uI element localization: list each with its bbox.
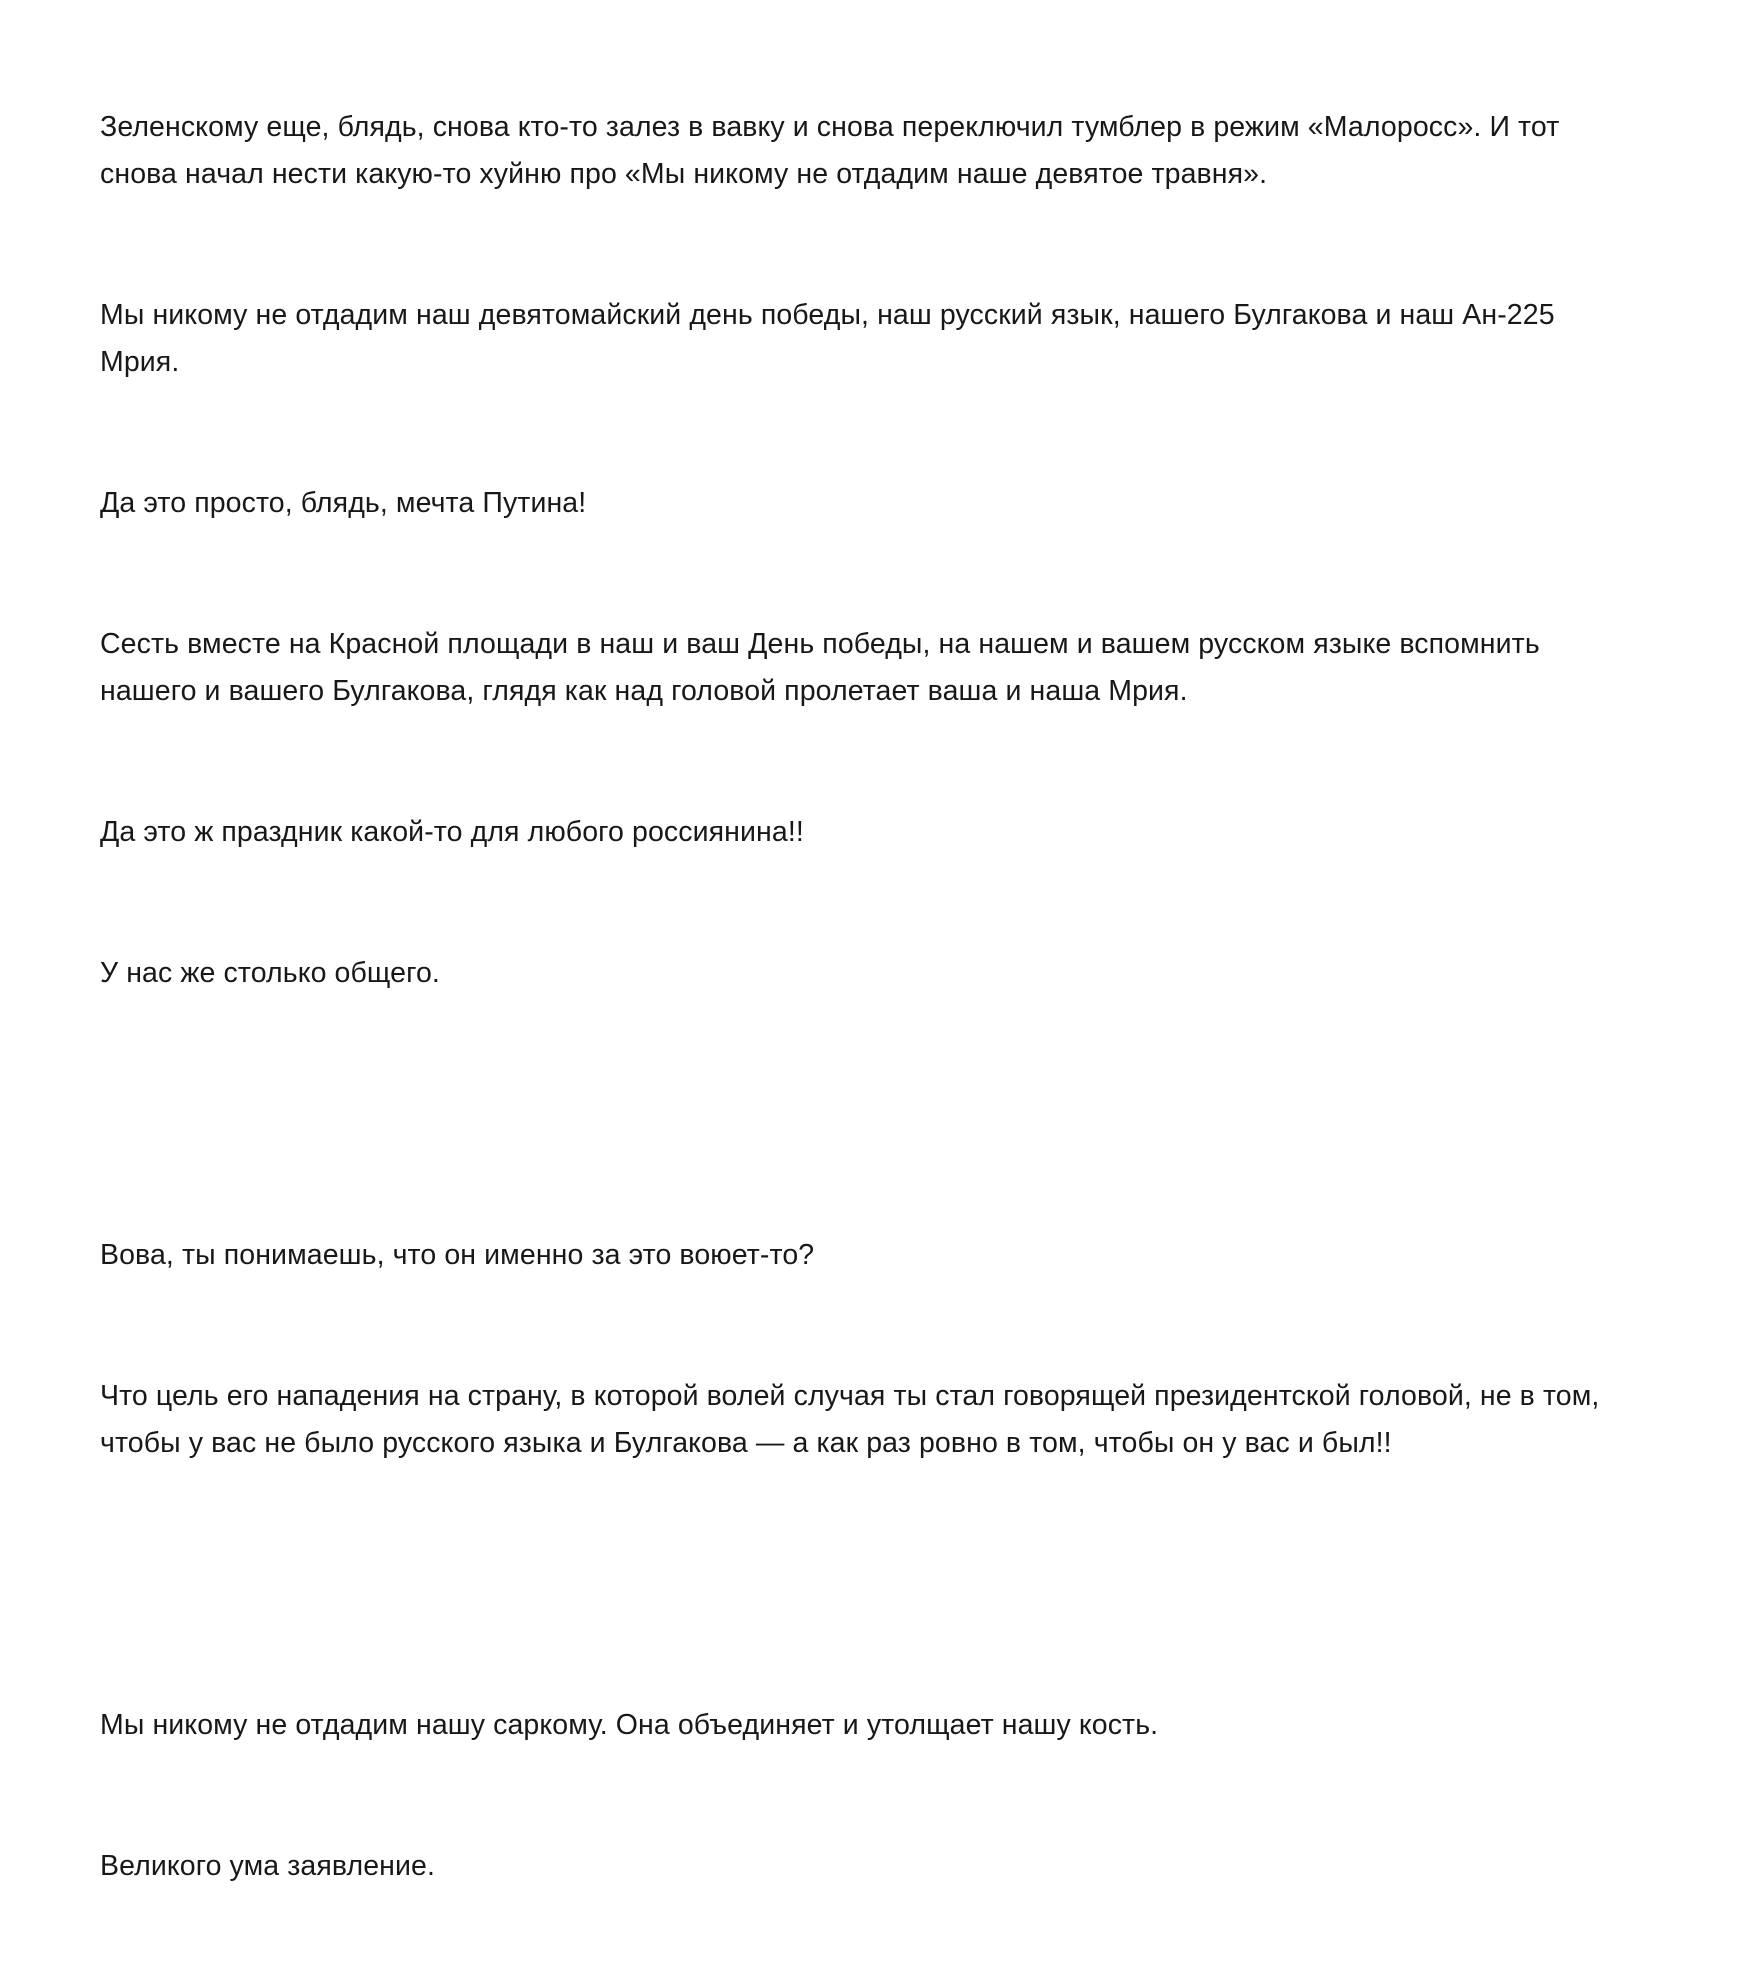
paragraph: Да это просто, блядь, мечта Путина!	[100, 487, 587, 519]
paragraph: Мы никому не отдадим наш девятомайский день победы, наш русский язык, нашего Булгакова и наш Ан-225 Мрия.	[100, 299, 1563, 378]
document-text-body	[100, 10, 1626, 1984]
paragraph: Что цель его нападения на страну, в которой волей случая ты стал говорящей президентской головой, не в том, чтобы у вас не было русского языка и Булгакова — а как раз ровно в том, чтобы он у вас и был!!	[100, 1380, 1608, 1459]
paragraph: Великого ума заявление.	[100, 1850, 435, 1882]
paragraph: Мы никому не отдадим нашу саркому. Она объединяет и утолщает нашу кость.	[100, 1709, 1159, 1741]
paragraph: Вова, ты понимаешь, что он именно за это воюет-то?	[100, 1239, 815, 1271]
paragraph-spacer	[100, 1091, 1626, 1138]
paragraph: У нас же столько общего.	[100, 957, 440, 989]
paragraph: Да это ж праздник какой-то для любого россиянина!!	[100, 816, 804, 848]
paragraph: Зеленскому еще, блядь, снова кто-то залез в вавку и снова переключил тумблер в режим «Малоросс». И тот снова начал нести какую-то хуйню про «Мы никому не отдадим наше девятое травня».	[100, 111, 1568, 190]
paragraph: Сесть вместе на Красной площади в наш и ваш День победы, на нашем и вашем русском языке вспомнить нашего и вашего Булгакова, глядя как над головой пролетает ваша и наша Мрия.	[100, 628, 1548, 707]
paragraph-spacer	[100, 1561, 1626, 1608]
